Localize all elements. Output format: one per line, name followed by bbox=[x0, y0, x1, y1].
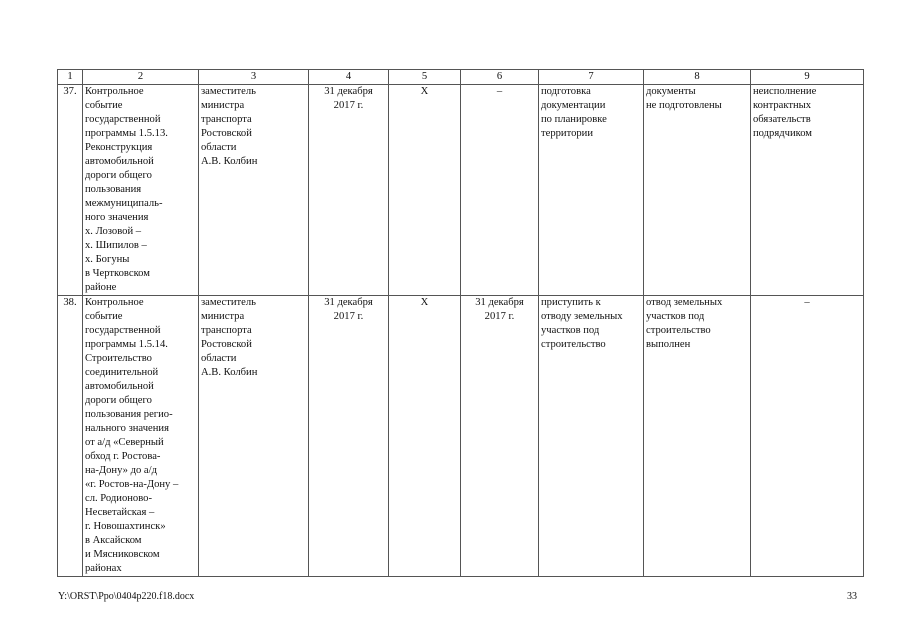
column-header-9: 9 bbox=[751, 70, 864, 85]
event-description: Контрольное событие государственной программы 1.5.13. Реконструкция автомобильной дороги общего пользования межмуниципаль- ного значения х. Лозовой – х. Шипилов – х. Богуны в Чертковском районе bbox=[83, 85, 199, 296]
file-path-footer: Y:\ORST\Ppo\0404p220.f18.docx bbox=[58, 591, 195, 602]
column-header-2: 2 bbox=[83, 70, 199, 85]
event-description: Контрольное событие государственной программы 1.5.14. Строительство соединительной автомобильной дороги общего пользования регио- нального значения от а/д «Северный обход г. Ростова- на-Дону» до а/д «г. Ростов-на-Дону – сл. Родионово- Несветайская – г. Новошахтинск» в Аксайском и Мясниковском районах bbox=[83, 296, 199, 577]
row-number: 37. bbox=[58, 85, 83, 296]
header-row bbox=[58, 70, 864, 85]
responsible-person: заместитель министра транспорта Ростовской области А.В. Колбин bbox=[199, 85, 309, 296]
column-header-7: 7 bbox=[539, 70, 644, 85]
column-5-value: Х bbox=[389, 85, 461, 296]
column-header-5: 5 bbox=[389, 70, 461, 85]
column-7-value: подготовка документации по планировке территории bbox=[539, 85, 644, 296]
column-header-6: 6 bbox=[461, 70, 539, 85]
column-header-8: 8 bbox=[644, 70, 751, 85]
column-5-value: Х bbox=[389, 296, 461, 577]
planned-date: 31 декабря 2017 г. bbox=[309, 85, 389, 296]
actual-date: – bbox=[461, 85, 539, 296]
column-8-value: отвод земельных участков под строительство выполнен bbox=[644, 296, 751, 577]
column-header-3: 3 bbox=[199, 70, 309, 85]
column-8-value: документы не подготовлены bbox=[644, 85, 751, 296]
column-9-value: – bbox=[751, 296, 864, 577]
page-number: 33 bbox=[847, 591, 857, 602]
column-header-4: 4 bbox=[309, 70, 389, 85]
responsible-person: заместитель министра транспорта Ростовской области А.В. Колбин bbox=[199, 296, 309, 577]
planned-date: 31 декабря 2017 г. bbox=[309, 296, 389, 577]
table-row bbox=[58, 296, 864, 577]
table-row bbox=[58, 85, 864, 296]
actual-date: 31 декабря 2017 г. bbox=[461, 296, 539, 577]
column-header-1: 1 bbox=[58, 70, 83, 85]
report-table bbox=[57, 69, 864, 577]
column-9-value: неисполнение контрактных обязательств подрядчиком bbox=[751, 85, 864, 296]
column-7-value: приступить к отводу земельных участков под строительство bbox=[539, 296, 644, 577]
row-number: 38. bbox=[58, 296, 83, 577]
